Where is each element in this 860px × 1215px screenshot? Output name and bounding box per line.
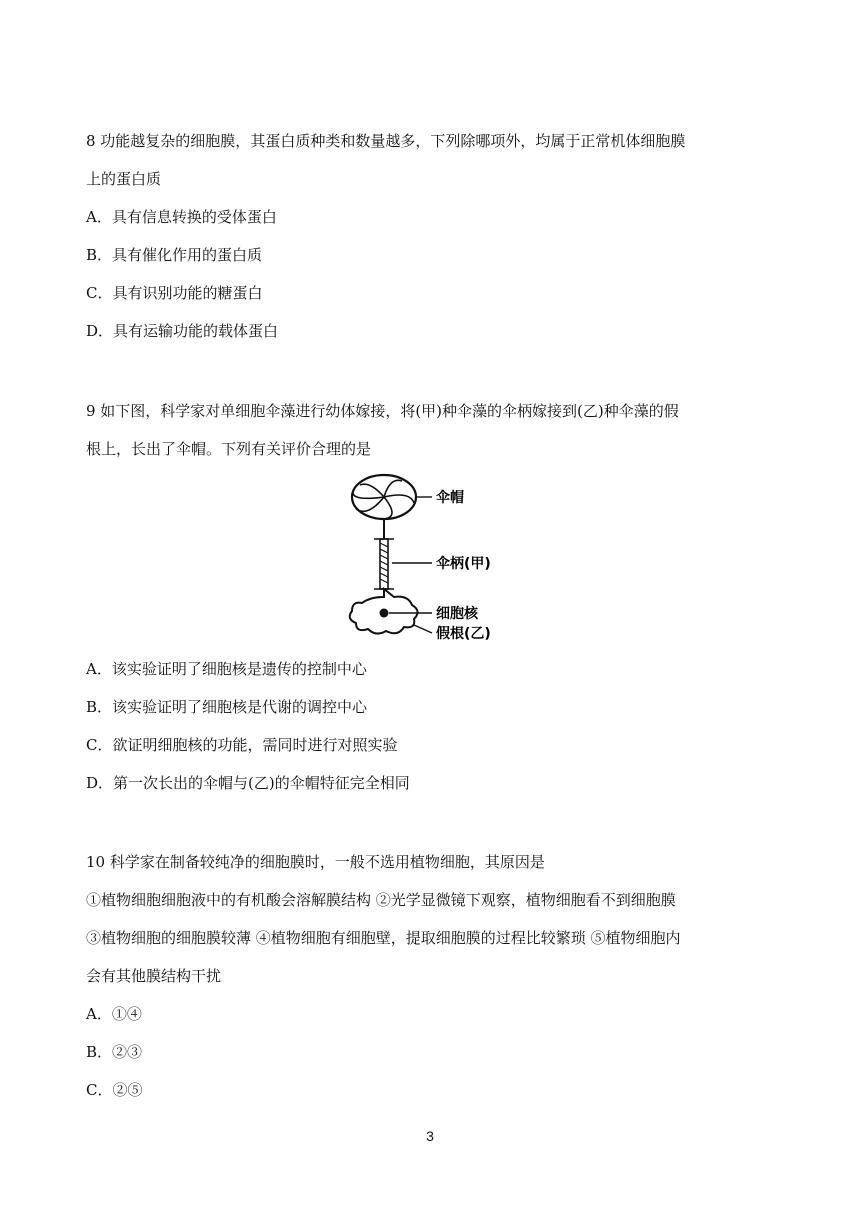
question-stem: 10 科学家在制备较纯净的细胞膜时，一般不选用植物细胞，其原因是 [86, 853, 545, 871]
question-8 [86, 122, 776, 350]
option-d: D．第一次长出的伞帽与(乙)的伞帽特征完全相同 [86, 774, 410, 792]
question-stem: 上的蛋白质 [86, 170, 162, 188]
question-stem: ①植物细胞细胞液中的有机酸会溶解膜结构 ②光学显微镜下观察，植物细胞看不到细胞膜 [86, 891, 676, 909]
option-c: C．欲证明细胞核的功能，需同时进行对照实验 [86, 736, 398, 754]
option-c: C．具有识别功能的糖蛋白 [86, 284, 263, 302]
option-b: B．具有催化作用的蛋白质 [86, 246, 263, 264]
nucleus-icon [380, 609, 389, 618]
question-9 [86, 392, 776, 468]
acetabularia-graft-figure [340, 473, 520, 643]
option-b: B．该实验证明了细胞核是代谢的调控中心 [86, 698, 368, 716]
stalk-icon [374, 519, 432, 589]
page-number: 3 [426, 1128, 434, 1144]
option-c: C．②⑤ [86, 1081, 143, 1099]
option-a: A．①④ [86, 1005, 142, 1023]
question-10 [86, 843, 776, 1109]
cap-icon [352, 475, 432, 519]
label-cap: 伞帽 [436, 490, 464, 506]
question-stem: 9 如下图，科学家对单细胞伞藻进行幼体嫁接，将(甲)种伞藻的伞柄嫁接到(乙)种伞藻的假 [86, 402, 679, 420]
option-a: A．具有信息转换的受体蛋白 [86, 208, 277, 226]
question-stem: 会有其他膜结构干扰 [86, 967, 222, 985]
option-d: D．具有运输功能的载体蛋白 [86, 322, 279, 340]
question-stem: 根上，长出了伞帽。下列有关评价合理的是 [86, 440, 372, 458]
question-stem: 8 功能越复杂的细胞膜，其蛋白质种类和数量越多，下列除哪项外，均属于正常机体细胞膜 [86, 132, 686, 150]
label-nucleus: 细胞核 [436, 606, 478, 622]
question-stem: ③植物细胞的细胞膜较薄 ④植物细胞有细胞壁，提取细胞膜的过程比较繁琐 ⑤植物细胞内 [86, 929, 681, 947]
label-stalk: 伞柄(甲) [436, 556, 491, 572]
question-9-options [86, 650, 776, 802]
option-b: B．②③ [86, 1043, 143, 1061]
rhizoid-icon [350, 589, 432, 634]
option-a: A．该实验证明了细胞核是遗传的控制中心 [86, 660, 367, 678]
label-rhizoid: 假根(乙) [436, 626, 491, 642]
